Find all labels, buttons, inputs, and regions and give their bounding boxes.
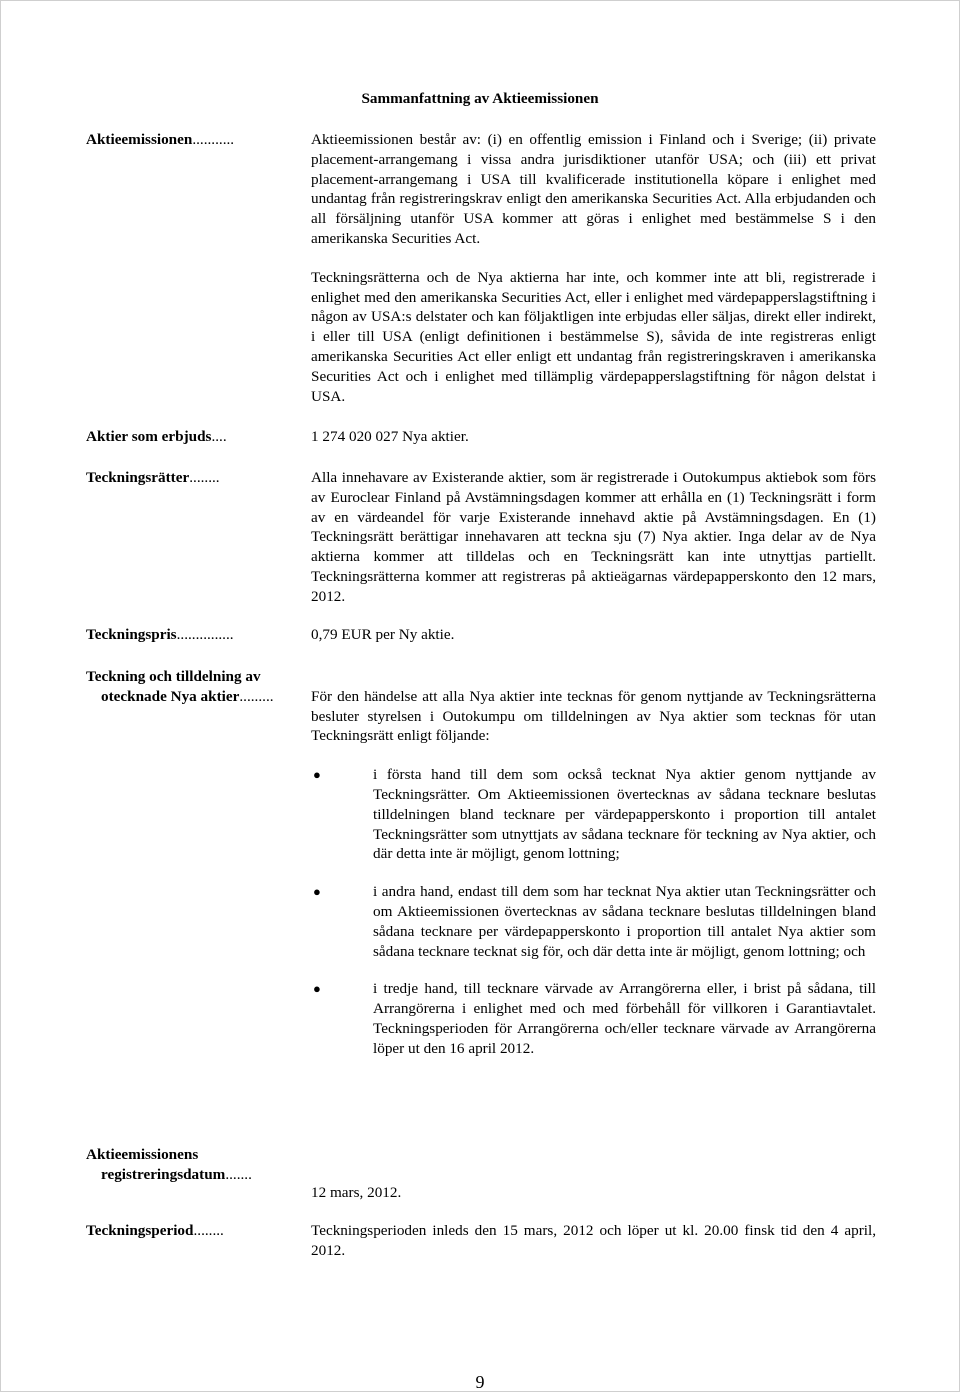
list-item bbox=[311, 765, 876, 864]
leader-dots: ........ bbox=[189, 469, 220, 486]
label-text-line2: otecknade Nya aktier bbox=[101, 687, 240, 705]
body-registreringsdatum bbox=[311, 1145, 876, 1203]
body-aktieemissionen bbox=[311, 130, 876, 406]
body-teckning-tilldelning bbox=[311, 667, 876, 1059]
label-aktieemissionen bbox=[86, 130, 310, 150]
section-teckningsperiod bbox=[86, 1221, 876, 1261]
label-teckningsratter bbox=[86, 468, 310, 488]
list-item bbox=[311, 882, 876, 961]
label-text: Teckningsrätter bbox=[86, 469, 190, 486]
label-text: Aktieemissionen bbox=[86, 131, 193, 148]
paragraph: 0,79 EUR per Ny aktie. bbox=[311, 626, 455, 643]
list-item-text: i andra hand, endast till dem som har tecknat Nya aktier utan Teckningsrätter och om Aktieemissionen övertecknas av sådana tecknare beslutas tilldelningen bland sådana tecknare per värdepapperskonto i proportion till antalet Nya aktier som sådana tecknare tecknat sig för, och där detta inte är möjligt, genom lottning; och bbox=[373, 883, 876, 960]
leader-dots: ............... bbox=[176, 626, 234, 643]
page-number: 9 bbox=[475, 1372, 485, 1392]
body-teckningsratter bbox=[311, 468, 876, 607]
paragraph: Teckningsperioden inleds den 15 mars, 2012 och löper ut kl. 20.00 finsk tid den 4 april, 2012. bbox=[311, 1222, 876, 1259]
label-text-line1: Teckning och tilldelning av bbox=[86, 668, 261, 685]
leader-dots: ......... bbox=[239, 687, 274, 705]
section-teckningsratter bbox=[86, 468, 876, 607]
label-aktier-som-erbjuds bbox=[86, 427, 310, 447]
label-teckningsperiod bbox=[86, 1221, 310, 1241]
section-aktier-som-erbjuds bbox=[86, 427, 876, 447]
body-teckningsperiod bbox=[311, 1221, 876, 1261]
list-item-text: i första hand till dem som också tecknat Nya aktier genom nyttjande av Teckningsrätter. Om Aktieemissionen övertecknas av sådana tecknare beslutas tilldelningen bland tecknare per värdepapperskonto i proportion till antalet Teckningsrätter som utnyttjats av sådana tecknare för teckning av Nya aktier, och där detta inte är möjligt, genom lottning; bbox=[373, 766, 876, 863]
bullet-icon: ● bbox=[313, 767, 321, 783]
section-aktieemissionen bbox=[86, 130, 876, 406]
leader-dots: ........... bbox=[192, 131, 235, 148]
leader-dots: .... bbox=[211, 428, 227, 445]
label-teckningspris bbox=[86, 625, 310, 645]
paragraph: För den händelse att alla Nya aktier inte tecknas för genom nyttjande av Teckningsrätterna besluter styrelsen i Outokumpu om tilldelningen av Nya aktier som tecknas för utan Teckningsrätt enligt följande: bbox=[311, 687, 876, 745]
paragraph: Teckningsrätterna och de Nya aktierna har inte, och kommer inte att bli, registrerade i enlighet med den amerikanska Securities Act, eller i enlighet med värdepapperslagstiftning i någon av USA:s delstater och kan följaktligen inte erbjudas eller säljas, direkt eller indirekt, i eller till USA (enligt definitionen i bestämmelse S), såvida de inte registreras enligt amerikanska Securities Act eller enligt ett undantag från registreringskraven i amerikanska Securities Act och i enlighet med tillämplig värdepapperslagstiftning för någon delstat i USA. bbox=[311, 268, 876, 405]
label-text-line2: registreringsdatum bbox=[101, 1165, 226, 1183]
paragraph: 12 mars, 2012. bbox=[311, 1184, 402, 1201]
section-registreringsdatum bbox=[86, 1145, 876, 1203]
body-teckningspris bbox=[311, 625, 876, 645]
label-line2 bbox=[86, 687, 310, 707]
section-teckningspris bbox=[86, 625, 876, 645]
label-line2 bbox=[86, 1165, 310, 1185]
leader-dots: ....... bbox=[225, 1165, 252, 1183]
label-text: Aktier som erbjuds bbox=[86, 428, 212, 445]
label-registreringsdatum bbox=[86, 1145, 310, 1185]
list-item bbox=[311, 979, 876, 1058]
label-text: Teckningsperiod bbox=[86, 1222, 194, 1239]
allocation-list bbox=[311, 765, 876, 1058]
paragraph: Aktieemissionen består av: (i) en offentlig emission i Finland och i Sverige; (ii) private placement-arrangemang i vissa andra jurisdiktioner utanför USA; och (iii) ett privat placement-arrangemang i USA till kvalificerade institutionella köpare i enlighet med undantag från registreringskrav enligt den amerikanska Securities Act. Alla erbjudanden och all försäljning utanför USA kommer att göras i enlighet med bestämmelse S i den amerikanska Securities Act. bbox=[311, 131, 876, 247]
document-title: Sammanfattning av Aktieemissionen bbox=[361, 90, 599, 107]
paragraph: 1 274 020 027 Nya aktier. bbox=[311, 428, 469, 445]
bullet-icon: ● bbox=[313, 884, 321, 900]
label-text: Teckningspris bbox=[86, 626, 177, 643]
bullet-icon: ● bbox=[313, 981, 321, 997]
paragraph: Alla innehavare av Existerande aktier, som är registrerade i Outokumpus aktiebok som förs av Euroclear Finland på Avstämningsdagen kommer att erhålla en (1) Teckningsrätt i form av en värdeandel för varje Existerande innehavd aktie på Avstämningsdagen. En (1) Teckningsrätt berättigar innehavaren att teckna sju (7) Nya aktier. Inga delar av de Nya aktierna kommer att tilldelas och en Teckningsrätt kan inte utnyttjas partiellt. Teckningsrätterna kommer att registreras på aktieägarnas värdepapperskonto den 12 mars, 2012. bbox=[311, 469, 876, 605]
label-text-line1: Aktieemissionens bbox=[86, 1146, 199, 1163]
leader-dots: ........ bbox=[193, 1222, 224, 1239]
list-item-text: i tredje hand, till tecknare värvade av Arrangörerna eller, i brist på sådana, till Arrangörerna i enlighet med och med förbehåll för villkoren i Garantiavtalet. Teckningsperioden för Arrangörerna och/eller tecknare värvade av Arrangörerna löper ut den 16 april 2012. bbox=[373, 980, 876, 1057]
body-aktier-som-erbjuds bbox=[311, 427, 876, 447]
label-teckning-tilldelning bbox=[86, 667, 310, 707]
section-teckning-tilldelning bbox=[86, 667, 876, 1059]
